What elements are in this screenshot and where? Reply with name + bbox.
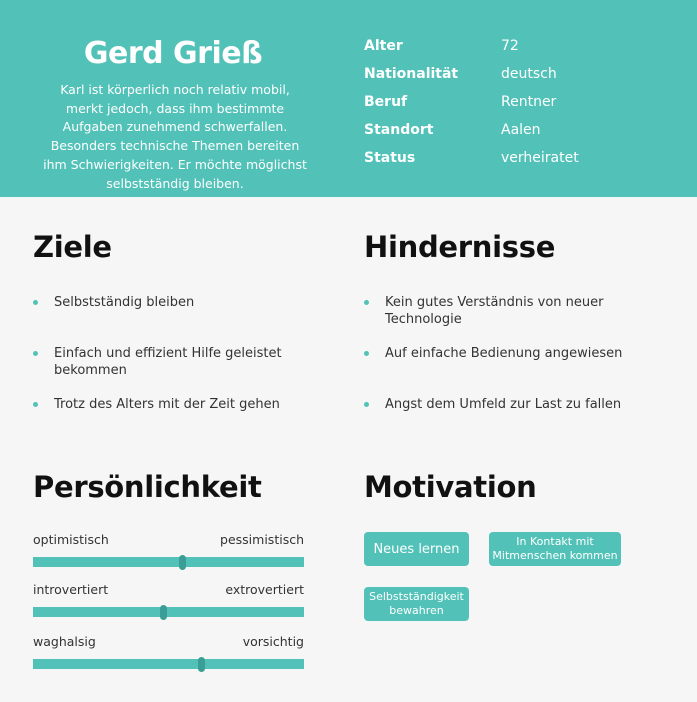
personality-slider-track xyxy=(33,607,304,617)
fact-label: Status xyxy=(364,150,416,166)
fact-value: Rentner xyxy=(501,94,557,110)
fact-label: Alter xyxy=(364,38,403,54)
fact-value: verheiratet xyxy=(501,150,579,166)
goals-title: Ziele xyxy=(33,230,112,264)
bullet-icon xyxy=(33,402,38,407)
bullet-icon xyxy=(33,351,38,356)
fact-value: Aalen xyxy=(501,122,541,138)
motivation-tag: Selbstständigkeit bewahren xyxy=(364,587,469,621)
slider-left-label: introvertiert xyxy=(33,582,109,597)
obstacles-title: Hindernisse xyxy=(364,230,556,264)
obstacle-item: Kein gutes Verständnis von neuer Technologie xyxy=(385,295,604,327)
slider-right-label: extrovertiert xyxy=(225,582,304,597)
bullet-icon xyxy=(33,300,38,305)
personality-slider-track xyxy=(33,557,304,567)
personality-title: Persönlichkeit xyxy=(33,470,262,504)
motivation-tag: Neues lernen xyxy=(364,532,469,566)
fact-value: deutsch xyxy=(501,66,557,82)
motivation-tag: In Kontakt mit Mitmenschen kommen xyxy=(489,532,621,566)
personality-slider-track xyxy=(33,659,304,669)
goal-item: Einfach und effizient Hilfe geleistet bekommen xyxy=(54,346,282,378)
goal-item: Trotz des Alters mit der Zeit gehen xyxy=(54,397,280,412)
fact-value: 72 xyxy=(501,38,519,54)
slider-left-label: waghalsig xyxy=(33,634,96,649)
bullet-icon xyxy=(364,402,369,407)
bullet-icon xyxy=(364,300,369,305)
bullet-icon xyxy=(364,351,369,356)
fact-label: Standort xyxy=(364,122,434,138)
fact-label: Beruf xyxy=(364,94,408,110)
persona-name: Gerd Grieß xyxy=(83,36,263,71)
slider-right-label: vorsichtig xyxy=(242,634,304,649)
slider-knob[interactable] xyxy=(179,555,186,570)
obstacle-item: Angst dem Umfeld zur Last zu fallen xyxy=(385,397,622,412)
slider-right-label: pessimistisch xyxy=(220,532,304,547)
fact-label: Nationalität xyxy=(364,66,459,82)
slider-knob[interactable] xyxy=(198,657,205,672)
profile-header xyxy=(0,0,697,197)
goal-item: Selbstständig bleiben xyxy=(54,295,195,310)
slider-knob[interactable] xyxy=(160,605,167,620)
obstacle-item: Auf einfache Bedienung angewiesen xyxy=(385,346,623,361)
slider-left-label: optimistisch xyxy=(33,532,109,547)
persona-description: Karl ist körperlich noch relativ mobil, merkt jedoch, dass ihm bestimmte Aufgaben zunehmend schwerfallen. Besonders technische Themen bereiten ihm Schwierigkeiten. Er möchte möglichst selbstständig bleiben. xyxy=(43,82,307,191)
motivation-title: Motivation xyxy=(364,470,537,504)
